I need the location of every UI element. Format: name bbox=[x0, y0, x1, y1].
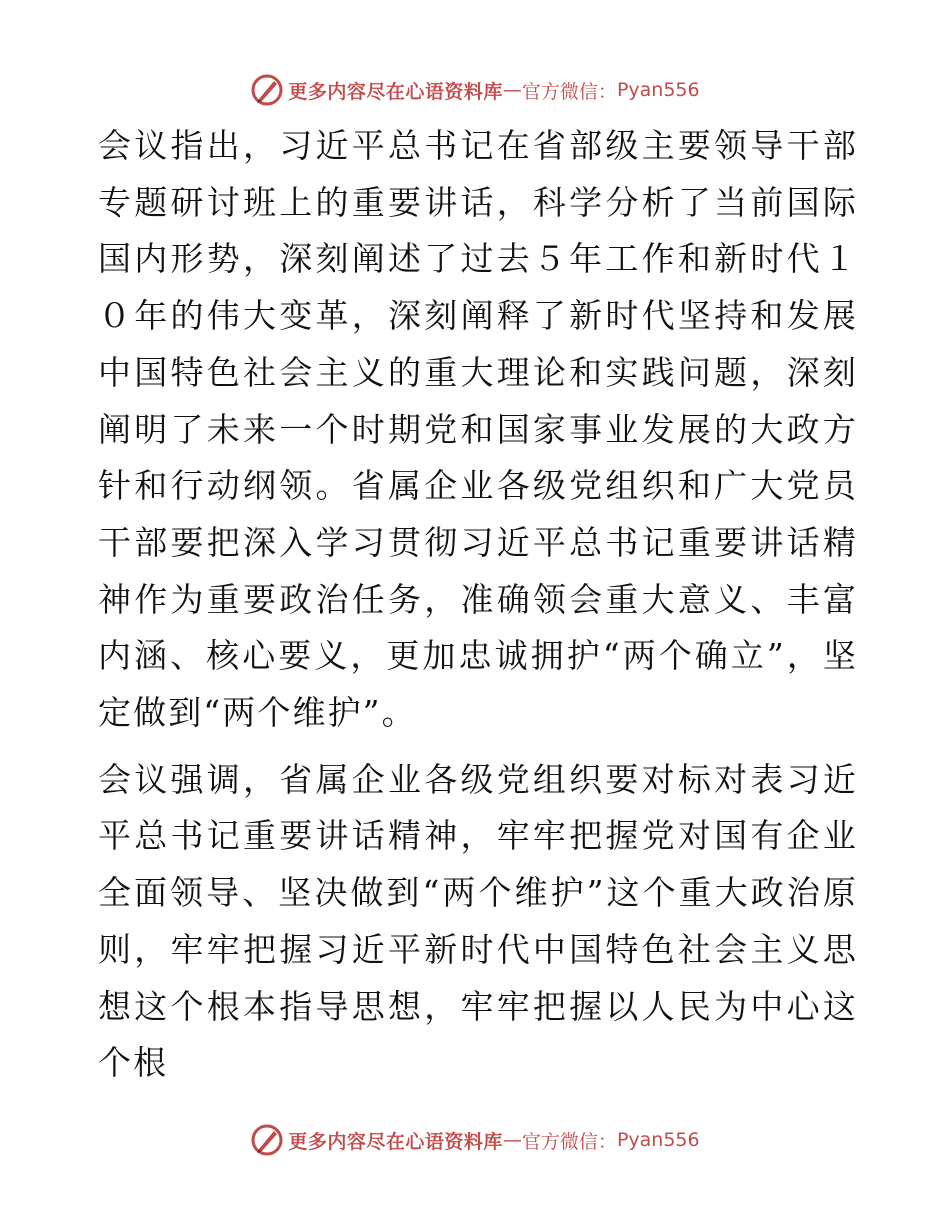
banner-contact-id: Pyan556 bbox=[616, 79, 700, 101]
banner-site-text: 更多内容尽在心语资料库 bbox=[288, 80, 503, 103]
document-body bbox=[98, 118, 858, 1092]
banner-contact-id: Pyan556 bbox=[616, 1129, 700, 1151]
footer-banner bbox=[0, 1120, 950, 1160]
banner-contact-label: 官方微信： bbox=[521, 80, 617, 103]
quill-pen-in-circle-icon bbox=[250, 73, 284, 107]
quill-pen-in-circle-icon bbox=[250, 1123, 284, 1157]
banner-separator: — bbox=[502, 79, 522, 101]
banner-separator: — bbox=[502, 1129, 522, 1151]
header-banner bbox=[0, 70, 950, 110]
banner-contact-label: 官方微信： bbox=[521, 1130, 617, 1153]
paragraph: 会议指出，习近平总书记在省部级主要领导干部专题研讨班上的重要讲话，科学分析了当前国际国内形势，深刻阐述了过去５年工作和新时代１０年的伟大变革，深刻阐释了新时代坚持和发展中国特色社会主义的重大理论和实践问题，深刻阐明了未来一个时期党和国家事业发展的大政方针和行动纲领。省属企业各级党组织和广大党员干部要把深入学习贯彻习近平总书记重要讲话精神作为重要政治任务，准确领会重大意义、丰富内涵、核心要义，更加忠诚拥护“两个确立”，坚定做到“两个维护”。 bbox=[98, 126, 858, 733]
paragraph: 会议强调，省属企业各级党组织要对标对表习近平总书记重要讲话精神，牢牢把握党对国有企业全面领导、坚决做到“两个维护”这个重大政治原则，牢牢把握习近平新时代中国特色社会主义思想这个根本指导思想，牢牢把握以人民为中心这个根 bbox=[98, 759, 858, 1083]
banner-site-text: 更多内容尽在心语资料库 bbox=[288, 1130, 503, 1153]
